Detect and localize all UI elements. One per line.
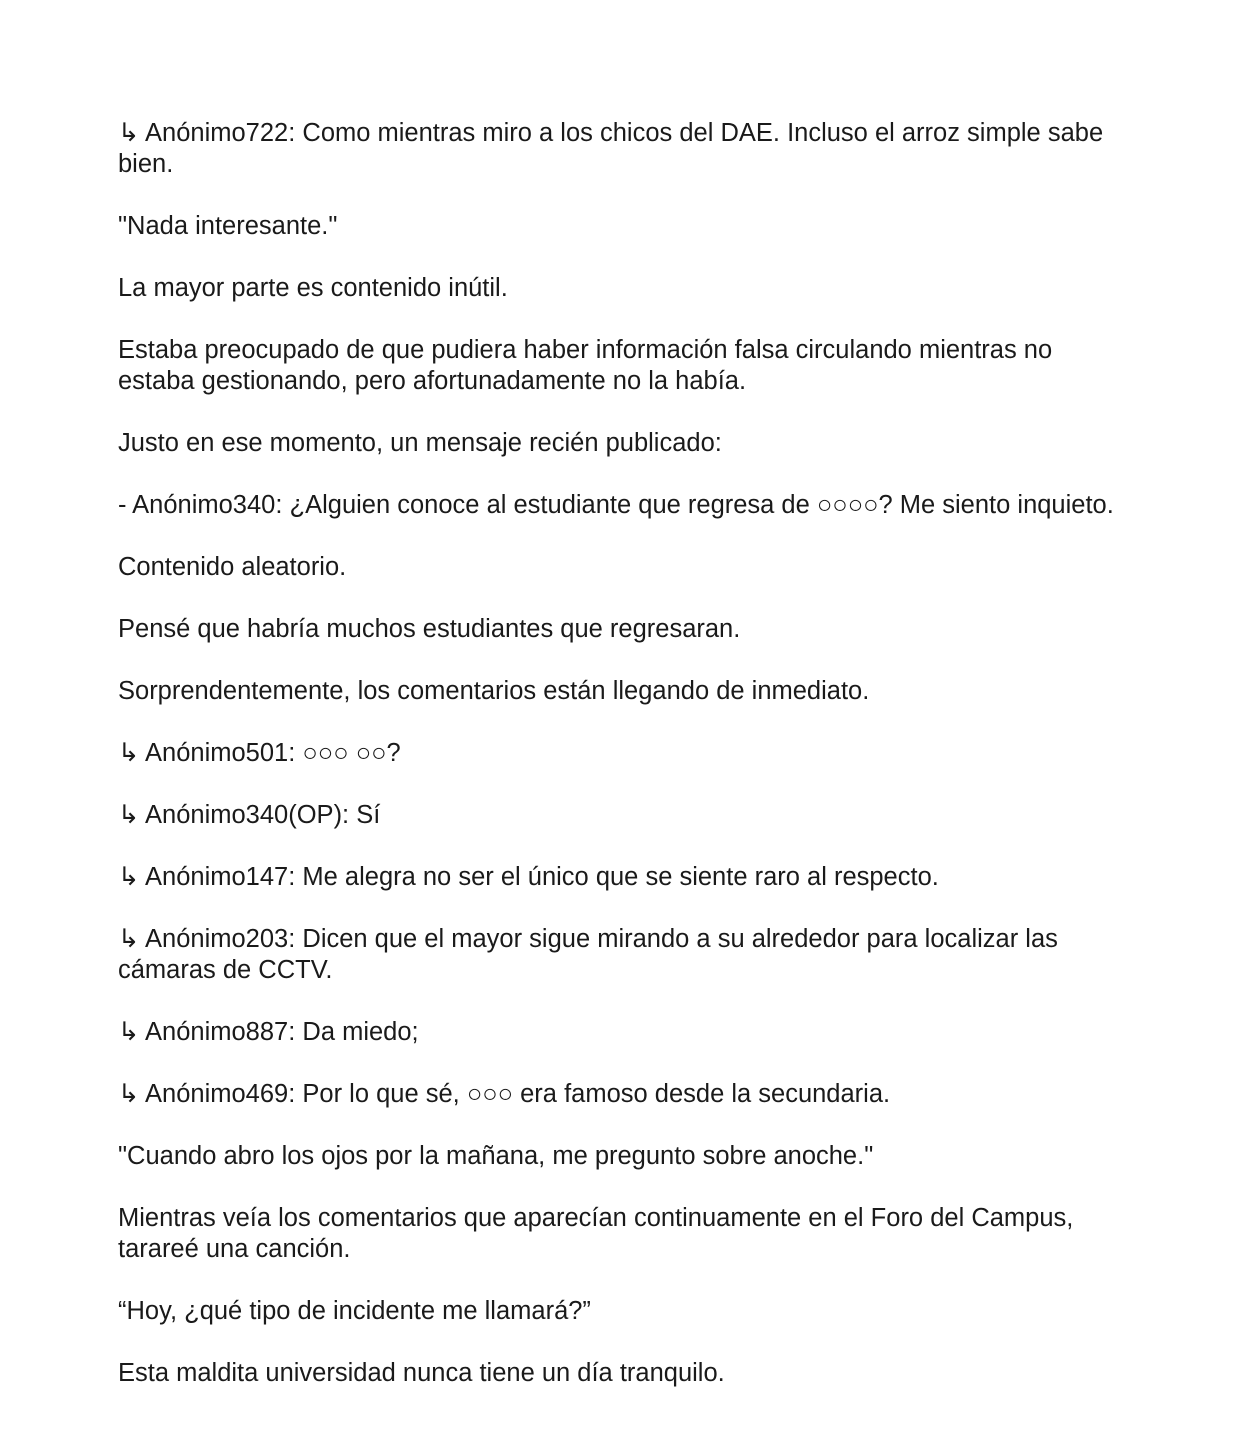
reply-anonimo203: ↳ Anónimo203: Dicen que el mayor sigue mirando a su alrededor para localizar las cámaras de CCTV. xyxy=(118,925,1058,984)
document-body xyxy=(118,118,1118,1420)
narration-paragraph: Sorprendentemente, los comentarios están llegando de inmediato. xyxy=(118,677,870,705)
reply-anonimo147: ↳ Anónimo147: Me alegra no ser el único que se siente raro al respecto. xyxy=(118,863,939,891)
narration-paragraph: Pensé que habría muchos estudiantes que regresaran. xyxy=(118,615,741,643)
narration-paragraph: Esta maldita universidad nunca tiene un día tranquilo. xyxy=(118,1359,725,1387)
reply-anonimo722: ↳ Anónimo722: Como mientras miro a los chicos del DAE. Incluso el arroz simple sabe bien. xyxy=(118,119,1104,178)
narration-paragraph: Mientras veía los comentarios que aparecían continuamente en el Foro del Campus, tarareé una canción. xyxy=(118,1204,1074,1263)
reply-anonimo887: ↳ Anónimo887: Da miedo; xyxy=(118,1018,419,1046)
narration-paragraph: La mayor parte es contenido inútil. xyxy=(118,274,508,302)
quote-nada-interesante: "Nada interesante." xyxy=(118,212,338,240)
reply-anonimo469: ↳ Anónimo469: Por lo que sé, ○○○ era famoso desde la secundaria. xyxy=(118,1080,891,1108)
narration-paragraph: Justo en ese momento, un mensaje recién publicado: xyxy=(118,429,722,457)
reply-anonimo340-op: ↳ Anónimo340(OP): Sí xyxy=(118,801,381,829)
reply-anonimo501: ↳ Anónimo501: ○○○ ○○? xyxy=(118,739,401,767)
quote-paragraph: "Cuando abro los ojos por la mañana, me pregunto sobre anoche." xyxy=(118,1142,874,1170)
forum-post-anonimo340: - Anónimo340: ¿Alguien conoce al estudiante que regresa de ○○○○? Me siento inquieto. xyxy=(118,491,1114,519)
narration-paragraph: Estaba preocupado de que pudiera haber información falsa circulando mientras no estaba gestionando, pero afortunadamente no la había. xyxy=(118,336,1053,395)
quote-paragraph: “Hoy, ¿qué tipo de incidente me llamará?” xyxy=(118,1297,591,1325)
narration-paragraph: Contenido aleatorio. xyxy=(118,553,347,581)
